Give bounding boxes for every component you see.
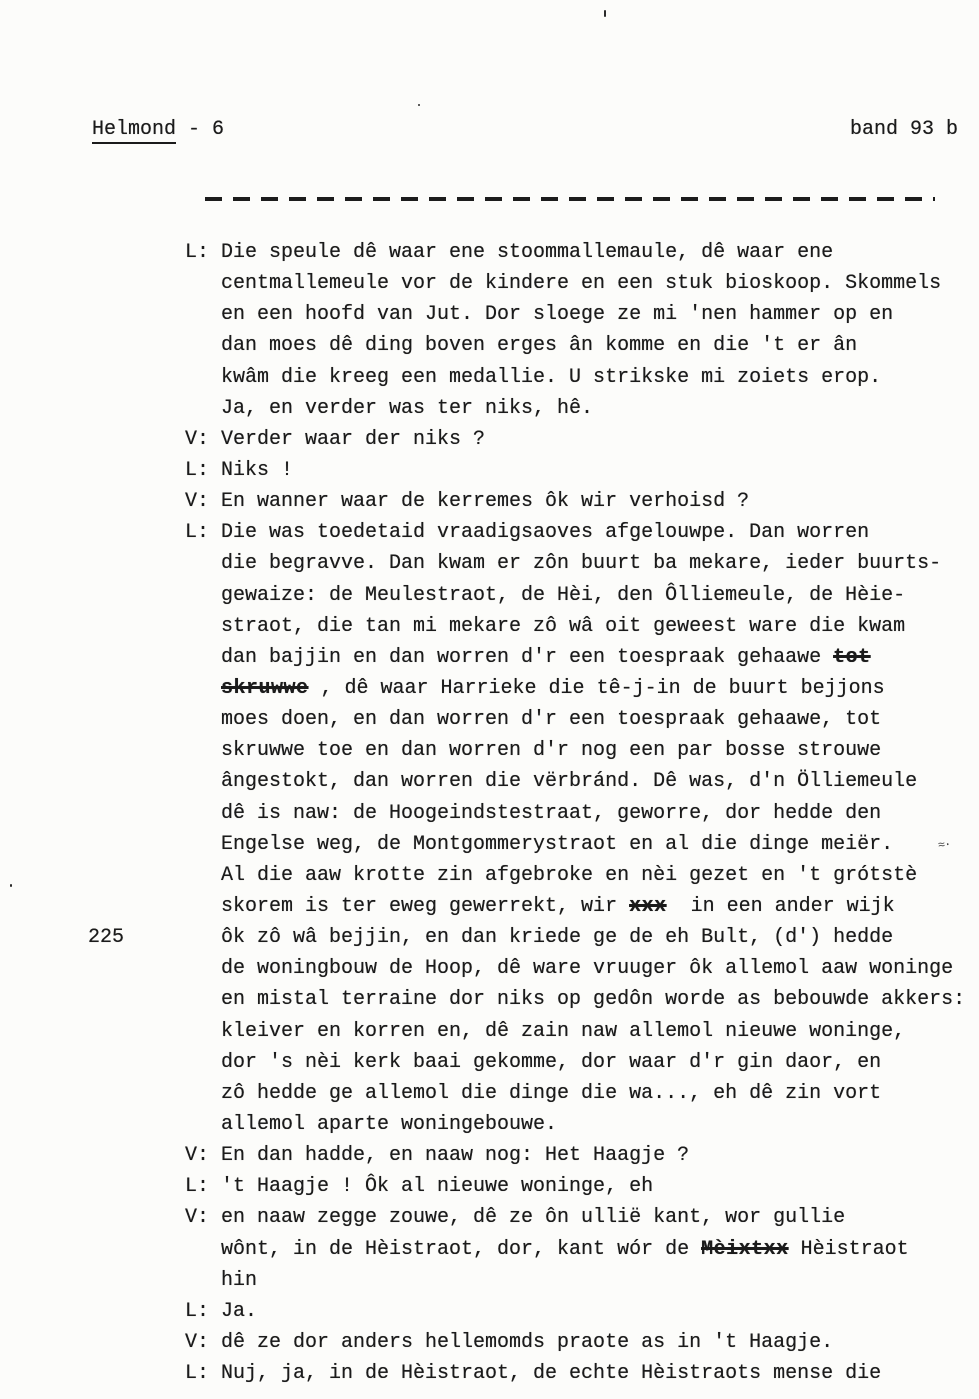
- text-segment: kleiver en korren en, dê zain naw allemol nieuwe woninge,: [221, 1019, 906, 1043]
- line-text: [221, 303, 893, 326]
- line-text: [221, 584, 905, 607]
- line-text: [221, 895, 895, 918]
- text-segment: Ja.: [221, 1299, 258, 1323]
- line-text: [221, 521, 869, 544]
- text-segment: kwâm die kreeg een medallie. U strikske mi zoiets erop.: [221, 365, 882, 389]
- dialog-line: [185, 1234, 975, 1265]
- dialog-line: [185, 362, 975, 393]
- line-text: [221, 1238, 909, 1261]
- dialog-line: [185, 829, 975, 860]
- dialog-line: [185, 1140, 975, 1171]
- speaker-label: V:: [185, 1144, 210, 1168]
- line-text: [221, 677, 885, 700]
- text-segment: hin: [221, 1268, 258, 1292]
- line-text: [221, 988, 965, 1011]
- line-text: [221, 833, 893, 856]
- dialog-line: [185, 984, 975, 1015]
- noise-speck: [418, 104, 420, 106]
- dialog-line: [185, 1078, 975, 1109]
- dialog-line: [185, 704, 975, 735]
- text-segment: 't Haagje ! Ôk al nieuwe woninge, eh: [221, 1175, 654, 1199]
- dialog-line: [185, 1327, 975, 1358]
- line-text: [221, 1113, 557, 1136]
- struck-out-word: skruwwe: [221, 676, 309, 700]
- text-segment: Hèistraot: [788, 1237, 909, 1261]
- line-text: [221, 1020, 905, 1043]
- struck-out-word: Mèixtxx: [701, 1237, 789, 1261]
- text-segment: Die was toedetaid vraadigsaoves afgelouwpe. Dan worren: [221, 521, 870, 545]
- text-segment: en mistal terraine dor niks op gedôn worde as bebouwde akkers:: [221, 988, 966, 1012]
- speaker-label: L:: [185, 521, 210, 545]
- margin-squiggle-mark: ≈·: [937, 837, 952, 853]
- text-segment: dan bajjin en dan worren d'r een toespraak gehaawe: [221, 645, 834, 669]
- line-text: [221, 334, 857, 357]
- text-segment: Al die aaw krotte zin afgebroke en nèi gezet en 't grótstè: [221, 863, 918, 887]
- line-text: [221, 1362, 881, 1385]
- separator-dashed-line: [205, 197, 935, 201]
- line-text: [221, 1300, 257, 1323]
- line-text: [221, 1175, 653, 1198]
- text-segment: en een hoofd van Jut. Dor sloege ze mi 'nen hammer op en: [221, 303, 894, 327]
- text-segment: En wanner waar de kerremes ôk wir verhoisd ?: [221, 490, 750, 514]
- line-text: [221, 428, 485, 451]
- line-text: [221, 459, 293, 482]
- text-segment: moes doen, en dan worren d'r een toespraak gehaawe, tot: [221, 708, 882, 732]
- dialog-line: [185, 860, 975, 891]
- text-segment: En dan hadde, en naaw nog: Het Haagje ?: [221, 1144, 690, 1168]
- line-text: [221, 957, 953, 980]
- dialog-line: [185, 1171, 975, 1202]
- dialog-line: [185, 611, 975, 642]
- line-text: [221, 1269, 257, 1292]
- dialog-line: [185, 455, 975, 486]
- dialog-line: [185, 1265, 975, 1296]
- text-segment: Verder waar der niks ?: [221, 427, 486, 451]
- text-segment: dê ze dor anders hellemomds praote as in 't Haagje.: [221, 1330, 834, 1354]
- dialog-line: [88, 922, 975, 953]
- text-segment: ângestokt, dan worren die vërbránd. Dê was, d'n Ölliemeule: [221, 770, 918, 794]
- dialog-line: [185, 237, 975, 268]
- text-segment: zô hedde ge allemol die dinge die wa..., eh dê zin vort: [221, 1081, 882, 1105]
- text-segment: en naaw zegge zouwe, dê ze ôn ullië kant, wor gullie: [221, 1206, 846, 1230]
- text-segment: wônt, in de Hèistraot, dor, kant wór de: [221, 1237, 702, 1261]
- line-text: [221, 1331, 833, 1354]
- header-left: [92, 118, 224, 141]
- margin-line-number: 225: [88, 926, 125, 950]
- dialog-line: [185, 330, 975, 361]
- dialog-line: [185, 517, 975, 548]
- line-text: [221, 864, 917, 887]
- dialog: [88, 237, 975, 1389]
- line-text: [221, 272, 941, 295]
- dialog-line: [185, 299, 975, 330]
- document-title: Helmond: [92, 118, 176, 144]
- line-text: [221, 739, 881, 762]
- noise-speck: [604, 10, 606, 17]
- text-segment: dan moes dê ding boven erges ân komme en die 't er ân: [221, 334, 858, 358]
- text-segment: allemol aparte woningebouwe.: [221, 1112, 558, 1136]
- dialog-line: [185, 268, 975, 299]
- text-segment: skruwwe toe en dan worren d'r nog een par bosse strouwe: [221, 739, 882, 763]
- dialog-line: [185, 424, 975, 455]
- text-segment: dê is naw: de Hoogeindstestraat, geworre, dor hedde den: [221, 801, 882, 825]
- line-text: [221, 1082, 881, 1105]
- dialog-line: [185, 798, 975, 829]
- speaker-label: L:: [185, 1299, 210, 1323]
- line-text: [221, 1051, 881, 1074]
- text-segment: skorem is ter eweg gewerrekt, wir: [221, 894, 630, 918]
- line-text: [221, 770, 917, 793]
- dialog-line: [185, 1296, 975, 1327]
- dialog-line: [185, 953, 975, 984]
- dialog-line: [185, 548, 975, 579]
- dialog-line: [185, 642, 975, 673]
- header-right-band-label: band 93 b: [849, 118, 958, 141]
- text-segment: gewaize: de Meulestraot, de Hèi, den Ôlliemeule, de Hèie-: [221, 583, 906, 607]
- line-text: [221, 708, 881, 731]
- speaker-label: V:: [185, 1206, 210, 1230]
- dialog-line: [185, 1047, 975, 1078]
- text-segment: Niks !: [221, 458, 294, 482]
- text-segment: Ja, en verder was ter niks, hê.: [221, 396, 594, 420]
- speaker-label: L:: [185, 241, 210, 264]
- line-text: [221, 552, 941, 575]
- noise-speck: [10, 884, 12, 887]
- speaker-label: L:: [185, 1362, 210, 1386]
- document-title-suffix: - 6: [176, 118, 225, 141]
- text-segment: die begravve. Dan kwam er zôn buurt ba mekare, ieder buurts-: [221, 552, 942, 576]
- dialog-line: [185, 1109, 975, 1140]
- speaker-label: V:: [185, 1330, 210, 1354]
- text-segment: ôk zô wâ bejjin, en dan kriede ge de eh Bult, (d') hedde: [221, 926, 894, 950]
- line-text: [221, 241, 833, 264]
- text-segment: , dê waar Harrieke die tê-j-in de buurt bejjons: [308, 676, 885, 700]
- dialog-line: [185, 393, 975, 424]
- struck-out-word: xxx: [629, 894, 667, 918]
- speaker-label: V:: [185, 490, 210, 514]
- text-segment: Nuj, ja, in de Hèistraot, de echte Hèistraots mense die: [221, 1362, 882, 1386]
- speaker-label: L:: [185, 458, 210, 482]
- text-segment: in een ander wijk: [666, 894, 895, 918]
- line-text: [221, 615, 905, 638]
- dialog-line: [185, 1016, 975, 1047]
- text-segment: Die speule dê waar ene stoommallemaule, dê waar ene: [221, 241, 834, 264]
- dialog-line: [185, 673, 975, 704]
- dialog-line: [185, 1358, 975, 1389]
- dialog-line: [185, 486, 975, 517]
- text-segment: centmallemeule vor de kindere en een stuk bioskoop. Skommels: [221, 272, 942, 296]
- dialog-line: [185, 580, 975, 611]
- page-header: [92, 118, 958, 141]
- line-text: [221, 490, 749, 513]
- speaker-label: L:: [185, 1175, 210, 1199]
- line-text: [221, 802, 881, 825]
- text-segment: straot, die tan mi mekare zô wâ oit geweest ware die kwam: [221, 614, 906, 638]
- dialog-line: [185, 1202, 975, 1233]
- line-text: [221, 366, 881, 389]
- line-text: [221, 1144, 689, 1167]
- line-text: [221, 1206, 845, 1229]
- speaker-label: V:: [185, 427, 210, 451]
- line-text: [221, 646, 871, 669]
- text-segment: dor 's nèi kerk baai gekomme, dor waar d'r gin daor, en: [221, 1050, 882, 1074]
- text-segment: Engelse weg, de Montgommerystraot en al die dinge meiër.: [221, 832, 894, 856]
- dialog-line: [185, 766, 975, 797]
- struck-out-word: tot: [833, 645, 871, 669]
- line-text: [221, 926, 893, 949]
- line-text: [221, 397, 593, 420]
- text-segment: de woningbouw de Hoop, dê ware vruuger ôk allemol aaw woninge: [221, 957, 954, 981]
- dialog-line: [185, 735, 975, 766]
- dialog-line: [185, 891, 975, 922]
